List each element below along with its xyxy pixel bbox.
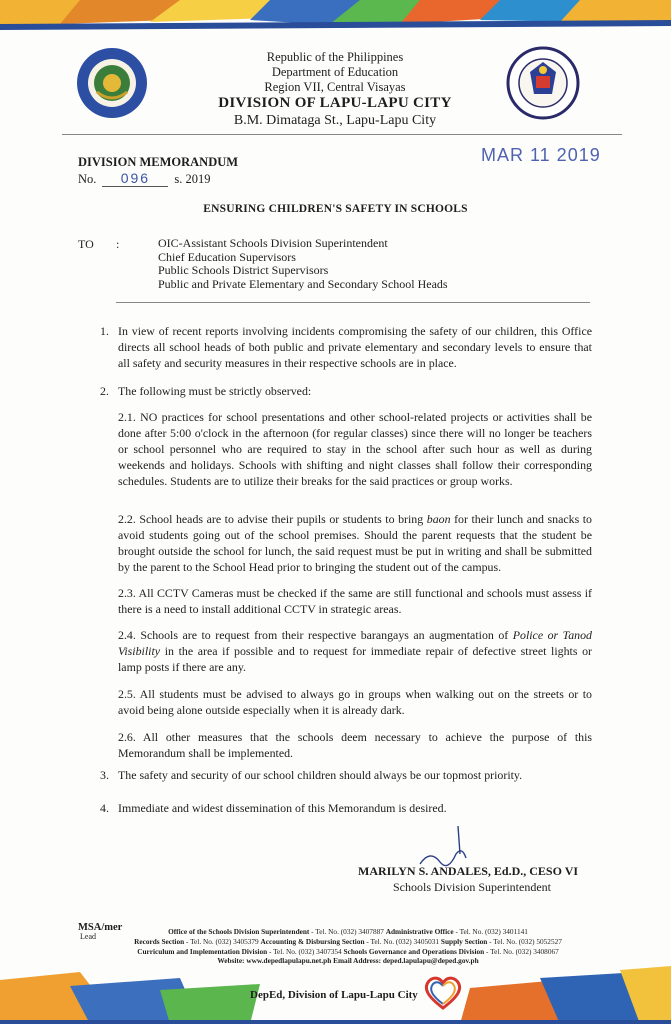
subitem-2-2 <box>118 511 592 575</box>
memo-number: 096 <box>102 170 168 187</box>
memo-subject: ENSURING CHILDREN'S SAFETY IN SCHOOLS <box>203 203 468 215</box>
subitem-2-3: 2.3. All CCTV Cameras must be checked if the same are still functional and schools must assess if there is a need to install additional CCTV in strategic areas. <box>118 586 592 616</box>
paragraph-2-number: 2. <box>100 384 109 398</box>
memo-number-line <box>78 170 211 187</box>
footer-office-accounting: Accounting & Disbursing Section <box>260 936 365 946</box>
heart-logo-icon <box>423 974 463 1010</box>
footer-tel: - Tel. No. (032) 3405031 <box>364 936 441 946</box>
recipient-item: Chief Education Supervisors <box>158 249 296 264</box>
subitem-2-4 <box>118 627 592 675</box>
subitem-2-4-emphasis: Police or Tanod Visibility <box>118 628 592 658</box>
footer-office-sds: Office of the Schools Division Superintendent <box>168 927 310 936</box>
subitem-2-4-text-a: 2.4. Schools are to request from their respective barangays an augmentation of <box>118 628 513 642</box>
footer-office-cid: Curriculum and Implementation Division <box>137 946 268 956</box>
division-seal-icon <box>75 46 149 120</box>
letterhead <box>160 50 510 129</box>
paragraph-2: The following must be strictly observed: <box>118 384 312 398</box>
received-date-stamp: MAR 11 2019 <box>481 145 601 165</box>
header-department: Department of Education <box>271 65 399 79</box>
reference-initials-sub: Lead <box>80 932 96 941</box>
footer-office-sgod: Schools Governance and Operations Division <box>343 946 485 956</box>
header-region: Region VII, Central Visayas <box>264 80 406 94</box>
signatory-title: Schools Division Superintendent <box>393 880 551 894</box>
footer-website-link[interactable]: www.depedlapulapu.net.ph <box>246 956 332 966</box>
footer-office-records: Records Section <box>134 936 185 946</box>
footer-office-admin: Administrative Office <box>385 927 454 936</box>
footer-tel: - Tel. No. (032) 3407354 <box>267 946 344 956</box>
footer-line-2 <box>88 937 608 947</box>
footer-tel: - Tel. No. (032) 3408067 <box>484 946 559 956</box>
recipient-item: Public Schools District Supervisors <box>158 263 329 277</box>
header-divider <box>62 134 622 135</box>
footer-deped-division: DepEd, Division of Lapu-Lapu City <box>250 989 418 1001</box>
top-decorative-band <box>0 0 671 34</box>
paragraph-4-number: 4. <box>100 801 109 815</box>
subitem-2-2-text-a: 2.2. School heads are to advise their pupils or students to bring <box>118 512 427 526</box>
header-division: DIVISION OF LAPU-LAPU CITY <box>218 95 452 111</box>
memo-series: s. 2019 <box>174 172 211 186</box>
signatory-name: MARILYN S. ANDALES, Ed.D., CESO VI <box>358 864 579 878</box>
footer-email-link[interactable]: deped.lapulapu@deped.gov.ph <box>382 956 479 966</box>
subitem-2-5: 2.5. All students must be advised to always go in groups when walking out on the streets or to avoid being alone outside especially when it is already dark. <box>118 687 592 717</box>
subitem-2-4-text-b: in the area if possible and to request for immediate repair of defective street lights or lamp posts if there are any. <box>118 644 592 674</box>
footer-website-label: Website: <box>217 956 247 966</box>
footer-contacts <box>88 927 608 966</box>
recipient-item: Public and Private Elementary and Secondary School Heads <box>158 276 448 291</box>
paragraph-3: The safety and security of our school children should always be our topmost priority. <box>118 768 523 782</box>
footer-tel: - Tel. No. (032) 3407887 <box>309 927 386 936</box>
reference-initials: MSA/mer <box>78 922 123 933</box>
header-address: B.M. Dimataga St., Lapu-Lapu City <box>233 113 437 128</box>
header-republic: Republic of the Philippines <box>266 50 404 64</box>
paragraph-1: In view of recent reports involving incidents compromising the safety of our children, this Office directs all school heads of both public and private elementary and secondary levels to ensure that all safety and security measures in their respective schools are in place. <box>118 324 592 370</box>
deped-seal-icon <box>506 46 580 120</box>
footer-tel: - Tel. No. (032) 3401141 <box>453 927 528 936</box>
footer-line-4 <box>88 956 608 966</box>
subitem-2-6: 2.6. All other measures that the schools deem necessary to achieve the purpose of this Memorandum shall be implemented. <box>118 730 592 760</box>
footer-tel: - Tel. No. (032) 5052527 <box>487 936 562 946</box>
footer-tel: - Tel. No. (032) 3405379 <box>184 936 261 946</box>
footer-line-1 <box>88 927 608 937</box>
to-label: TO <box>78 237 94 251</box>
recipient-divider <box>116 302 590 303</box>
paragraph-3-number: 3. <box>100 768 109 782</box>
footer-office-supply: Supply Section <box>440 936 488 946</box>
paragraph-1-number: 1. <box>100 324 109 338</box>
subitem-2-1: 2.1. NO practices for school presentations and other school-related projects or activities shall be done after 5:00 o'clock in the afternoon (for regular classes) since there will no longer be teachers or school personnel who are required to stay in the school after such hour as well as during weekends and holidays. Schools with shifting and night classes shall follow their corresponding schedules. Students are to utilize their breaks for the said practices or group works. <box>118 410 592 488</box>
memo-no-prefix: No. <box>78 172 97 186</box>
to-colon: : <box>116 237 120 251</box>
paragraph-4: Immediate and widest dissemination of this Memorandum is desired. <box>118 801 447 815</box>
recipient-item: OIC-Assistant Schools Division Superintendent <box>158 236 388 250</box>
subitem-2-2-text-b: for their lunch and snacks to avoid students going out of the school premises. Should the parent requests that the student be brought outside the school for lunch, the said request must be put in writing and shall be submitted by the parent to the School Head prior to bringing the student out of the campus. <box>118 512 593 574</box>
recipient-list <box>158 237 448 291</box>
footer-email-label: Email Address: <box>331 956 383 966</box>
subitem-2-2-emphasis: baon <box>426 512 451 526</box>
memo-label: DIVISION MEMORANDUM <box>78 155 239 169</box>
footer-line-3 <box>88 947 608 957</box>
